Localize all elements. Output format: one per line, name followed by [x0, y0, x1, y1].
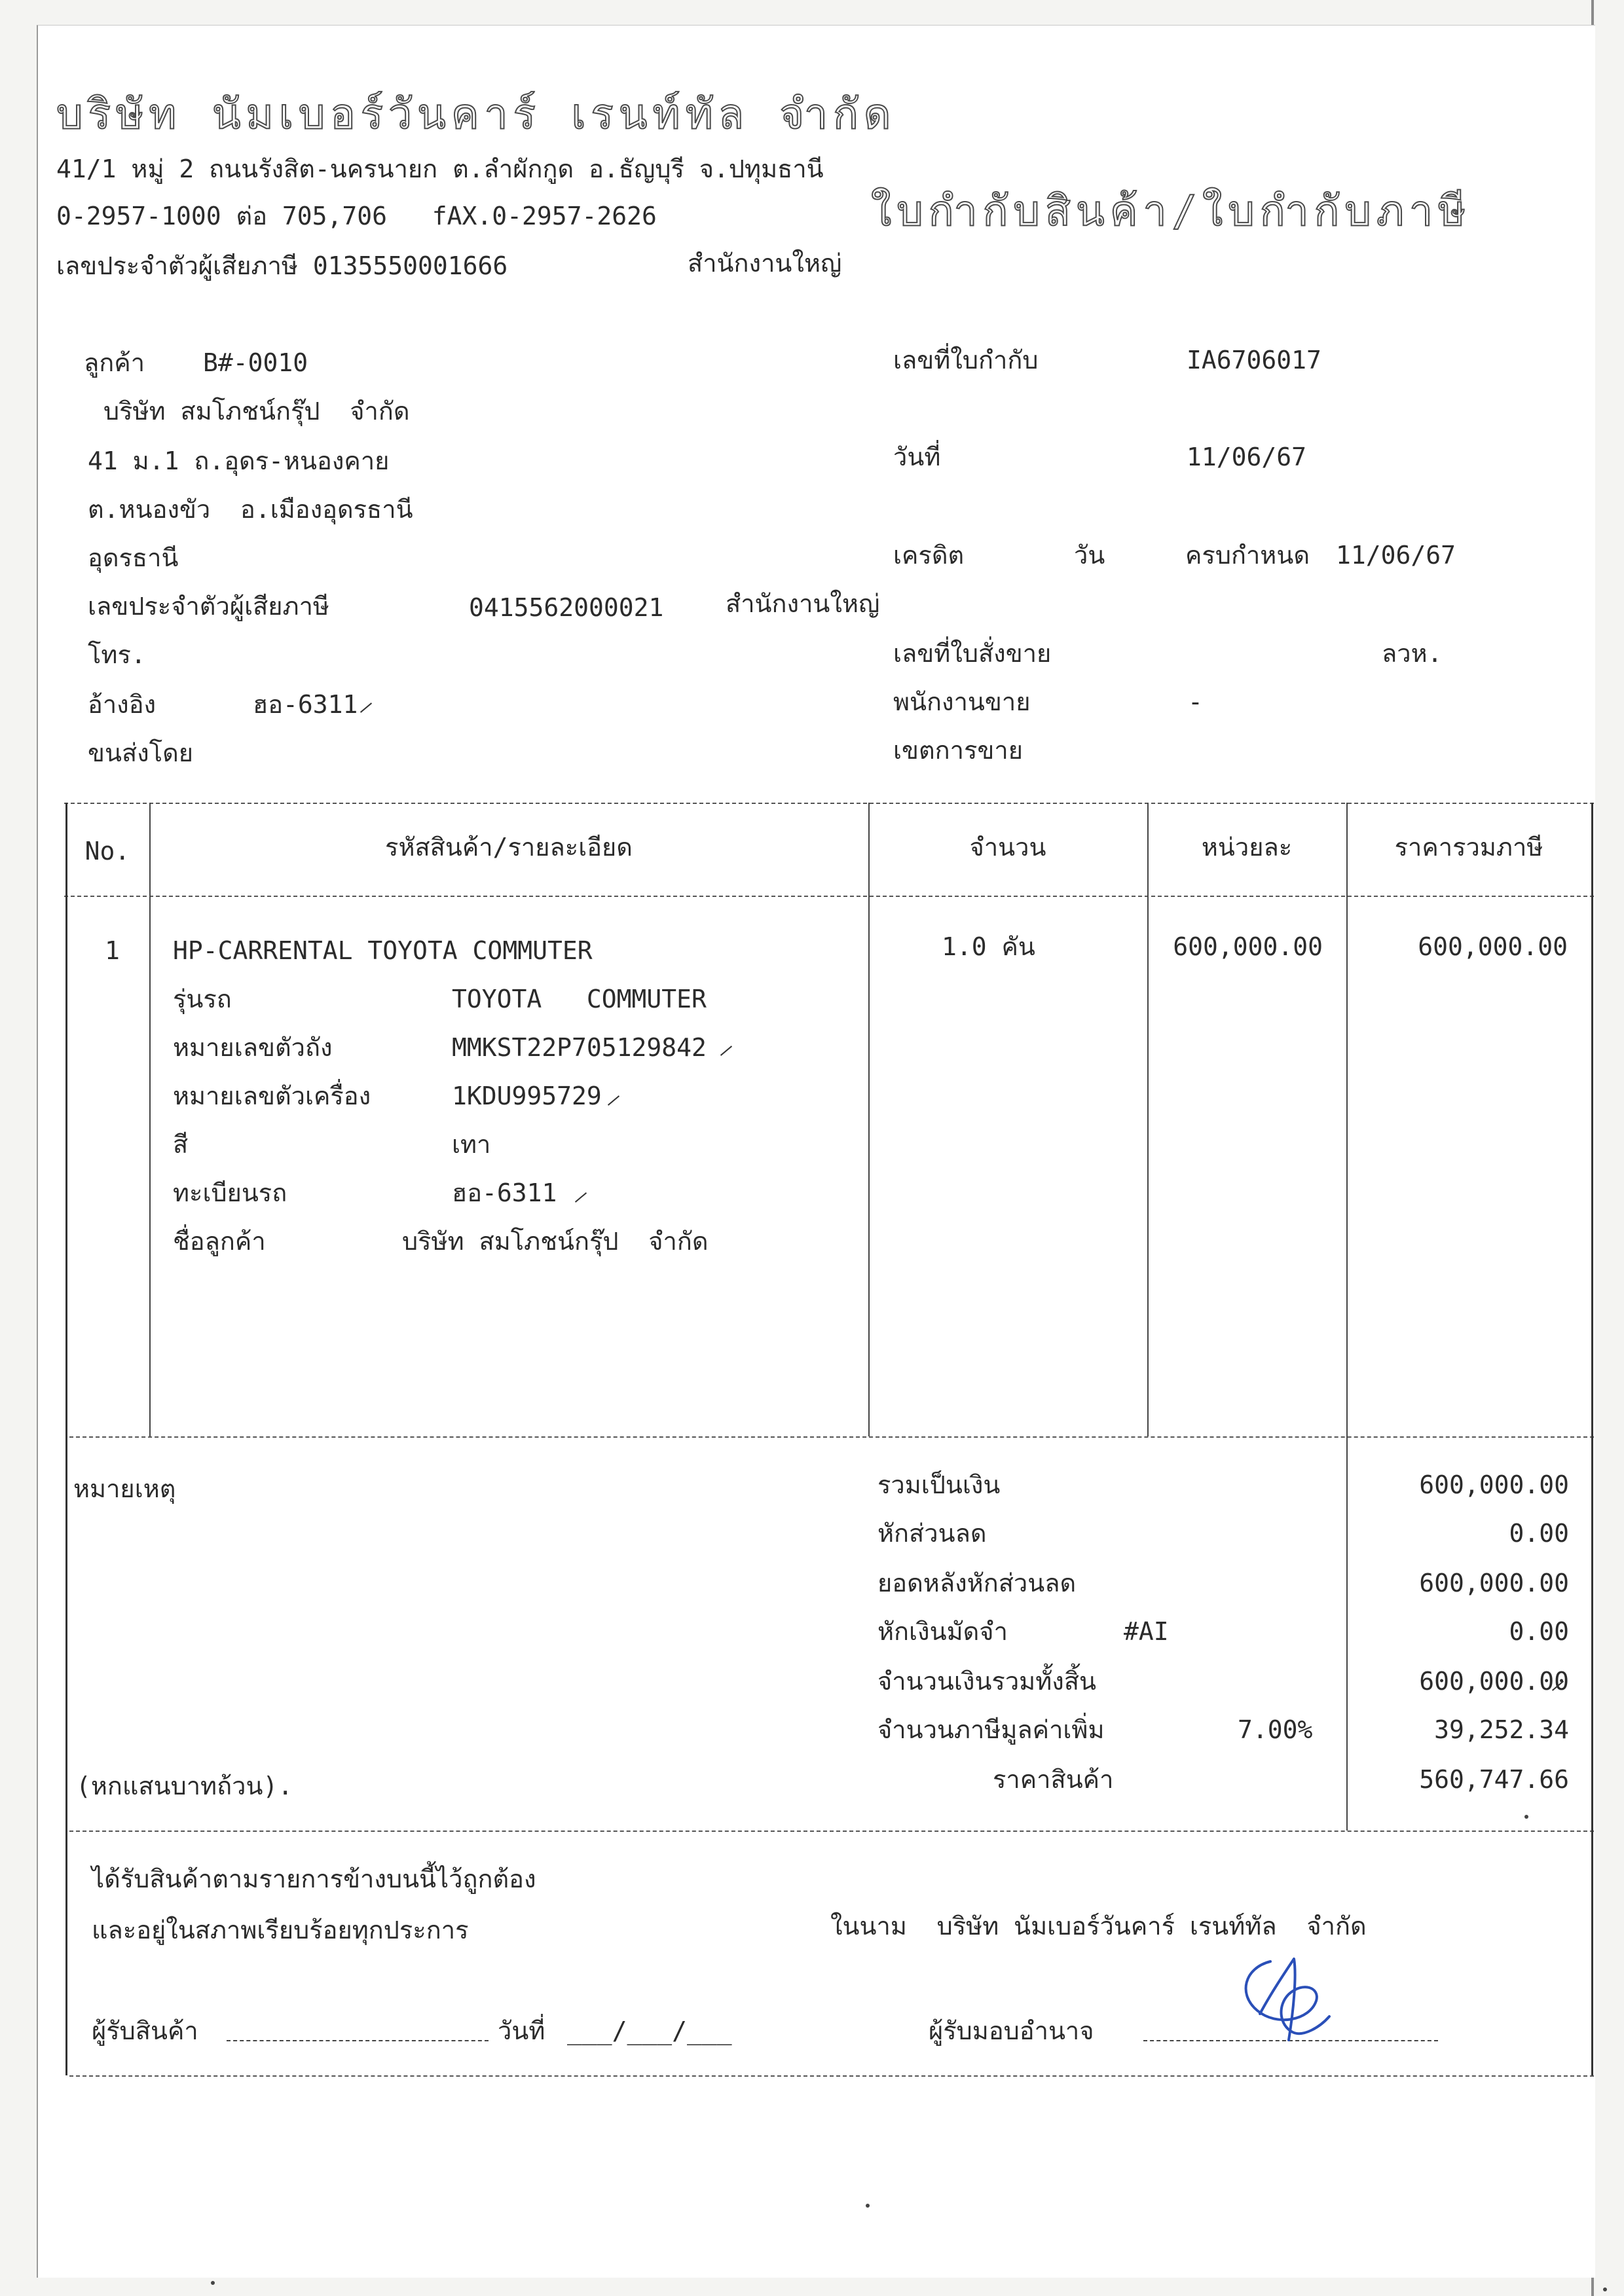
sales-order-label: เลขที่ใบสั่งขาย — [893, 639, 1052, 668]
item-title: HP-CARRENTAL TOYOTA COMMUTER — [173, 936, 593, 965]
header-amount: ราคารวมภาษี — [1394, 833, 1543, 862]
column-divider-no — [149, 803, 151, 1436]
on-behalf-of: ในนาม บริษัท นัมเบอร์วันคาร์ เรนท์ทัล จำกัด — [830, 1912, 1367, 1941]
invoice-date-label: วันที่ — [893, 443, 941, 471]
detail-label: รุ่นรถ — [173, 985, 232, 1013]
received-statement-2: และอยู่ในสภาพเรียบร้อยทุกประการ — [92, 1916, 469, 1944]
product-price-value: 560,747.66 — [1419, 1765, 1569, 1794]
vat-label: จำนวนภาษีมูลค่าเพิ่ม — [877, 1715, 1105, 1744]
table-header-border — [64, 896, 1594, 897]
remark-label: หมายเหตุ — [73, 1474, 176, 1503]
detail-value: 1KDU995729 — [452, 1082, 602, 1110]
detail-value: บริษัท สมโภชน์กรุ๊ป จำกัด — [402, 1227, 709, 1256]
credit-label: เครดิต — [893, 541, 965, 570]
customer-address-2: ต.หนองขัว อ.เมืองอุดรธานี — [88, 495, 413, 524]
deposit-code: #AI — [1124, 1617, 1169, 1646]
sales-area-label: เขตการขาย — [893, 736, 1023, 765]
header-unit-price: หน่วยละ — [1201, 833, 1293, 862]
authorized-label: ผู้รับมอบอำนาจ — [929, 2016, 1094, 2045]
customer-code: B#-0010 — [203, 348, 308, 377]
detail-value: ฮอ-6311 — [452, 1178, 557, 1207]
received-statement-1: ได้รับสินค้าตามรายการข้างบนนี้ไว้ถูกต้อง — [92, 1865, 536, 1893]
total-value: 600,000.00 — [1419, 1470, 1569, 1499]
credit-unit: วัน — [1074, 541, 1105, 570]
receive-date-blank: ___/___/___ — [567, 2016, 732, 2045]
detail-value: TOYOTA COMMUTER — [452, 985, 707, 1013]
discount-label: หักส่วนลด — [877, 1519, 987, 1548]
scan-speck — [866, 2204, 870, 2208]
signature-image — [1231, 1948, 1336, 2047]
invoice-number: IA6706017 — [1187, 346, 1321, 374]
customer-ship-label: ขนส่งโดย — [88, 738, 194, 767]
company-tax-id: เลขประจำตัวผู้เสียภาษี 0135550001666 — [56, 251, 508, 280]
table-left-border — [65, 803, 67, 2075]
company-name: บริษัท นัมเบอร์วันคาร์ เรนท์ทัล จำกัด — [56, 90, 896, 139]
salesman-value: - — [1188, 687, 1203, 716]
item-quantity: 1.0 คัน — [942, 932, 1035, 961]
after-discount-label: ยอดหลังหักส่วนลด — [877, 1569, 1077, 1597]
customer-branch: สำนักงานใหญ่ — [726, 589, 880, 618]
detail-label: สี — [173, 1130, 189, 1159]
totals-bottom-border — [69, 1831, 1594, 1832]
receiver-signature-line — [227, 2040, 489, 2041]
after-discount-value: 600,000.00 — [1419, 1569, 1569, 1597]
grand-total-label: จำนวนเงินรวมทั้งสิ้น — [877, 1667, 1096, 1696]
receive-date-label: วันที่ — [498, 2016, 545, 2045]
deposit-label: หักเงินมัดจำ — [877, 1617, 1008, 1646]
table-body-bottom-border — [69, 1436, 1594, 1438]
detail-value: เทา — [452, 1130, 491, 1159]
product-price-label: ราคาสินค้า — [993, 1765, 1114, 1794]
vat-rate: 7.00% — [1238, 1715, 1313, 1744]
customer-address-3: อุดรธานี — [88, 543, 179, 572]
scan-speck — [211, 2281, 215, 2285]
customer-ref-value: ฮอ-6311 — [253, 690, 358, 719]
scan-speck — [1603, 2287, 1607, 2291]
invoice-number-label: เลขที่ใบกำกับ — [893, 346, 1039, 374]
salesman-label: พนักงานขาย — [893, 687, 1031, 716]
company-address: 41/1 หมู่ 2 ถนนรังสิต-นครนายก ต.ลำผักกูด อ.ธัญบุรี จ.ปทุมธานี — [56, 155, 824, 183]
header-quantity: จำนวน — [969, 833, 1046, 862]
detail-value: MMKST22P705129842 — [452, 1033, 707, 1062]
discount-value: 0.00 — [1509, 1519, 1569, 1548]
invoice-date: 11/06/67 — [1187, 443, 1307, 471]
header-no: No. — [84, 837, 130, 866]
company-phone-fax: 0-2957-1000 ต่อ 705,706 fAX.0-2957-2626 — [56, 202, 657, 230]
scan-speck — [1524, 1815, 1528, 1819]
detail-label: ชื่อลูกค้า — [173, 1227, 266, 1256]
grand-total-value: 600,000.00 — [1419, 1667, 1569, 1696]
customer-tax-label: เลขประจำตัวผู้เสียภาษี — [88, 592, 329, 621]
column-divider-qty — [1147, 803, 1149, 1436]
document-title: ใบกำกับสินค้า/ใบกำกับภาษี — [871, 187, 1471, 236]
customer-code-label: ลูกค้า — [84, 348, 145, 377]
footer-bottom-border — [69, 2075, 1594, 2077]
customer-phone-label: โทร. — [88, 640, 146, 669]
customer-ref-label: อ้างอิง — [88, 690, 157, 719]
item-amount: 600,000.00 — [1418, 932, 1568, 961]
company-branch: สำนักงานใหญ่ — [688, 249, 842, 278]
amount-in-words: (หกแสนบาทถ้วน). — [76, 1772, 293, 1800]
header-description: รหัสสินค้า/รายละเอียด — [385, 833, 633, 862]
customer-name: บริษัท สมโภชน์กรุ๊ป จำกัด — [103, 397, 410, 426]
detail-label: หมายเลขตัวเครื่อง — [173, 1082, 371, 1110]
table-top-border — [64, 803, 1594, 804]
due-date: 11/06/67 — [1336, 541, 1456, 570]
table-right-border — [1591, 803, 1593, 2075]
sales-order-value: ลวห. — [1382, 639, 1443, 668]
due-label: ครบกำหนด — [1185, 541, 1310, 570]
item-unit-price: 600,000.00 — [1173, 932, 1323, 961]
detail-label: หมายเลขตัวถัง — [173, 1033, 333, 1062]
detail-label: ทะเบียนรถ — [173, 1178, 287, 1207]
column-divider-desc — [868, 803, 870, 1436]
deposit-value: 0.00 — [1509, 1617, 1569, 1646]
customer-tax-id: 0415562000021 — [469, 593, 664, 622]
item-no: 1 — [105, 936, 120, 965]
receiver-label: ผู้รับสินค้า — [92, 2016, 198, 2045]
total-label: รวมเป็นเงิน — [877, 1470, 1001, 1499]
vat-value: 39,252.34 — [1434, 1715, 1569, 1744]
customer-address-1: 41 ม.1 ถ.อุดร-หนองคาย — [88, 446, 390, 475]
